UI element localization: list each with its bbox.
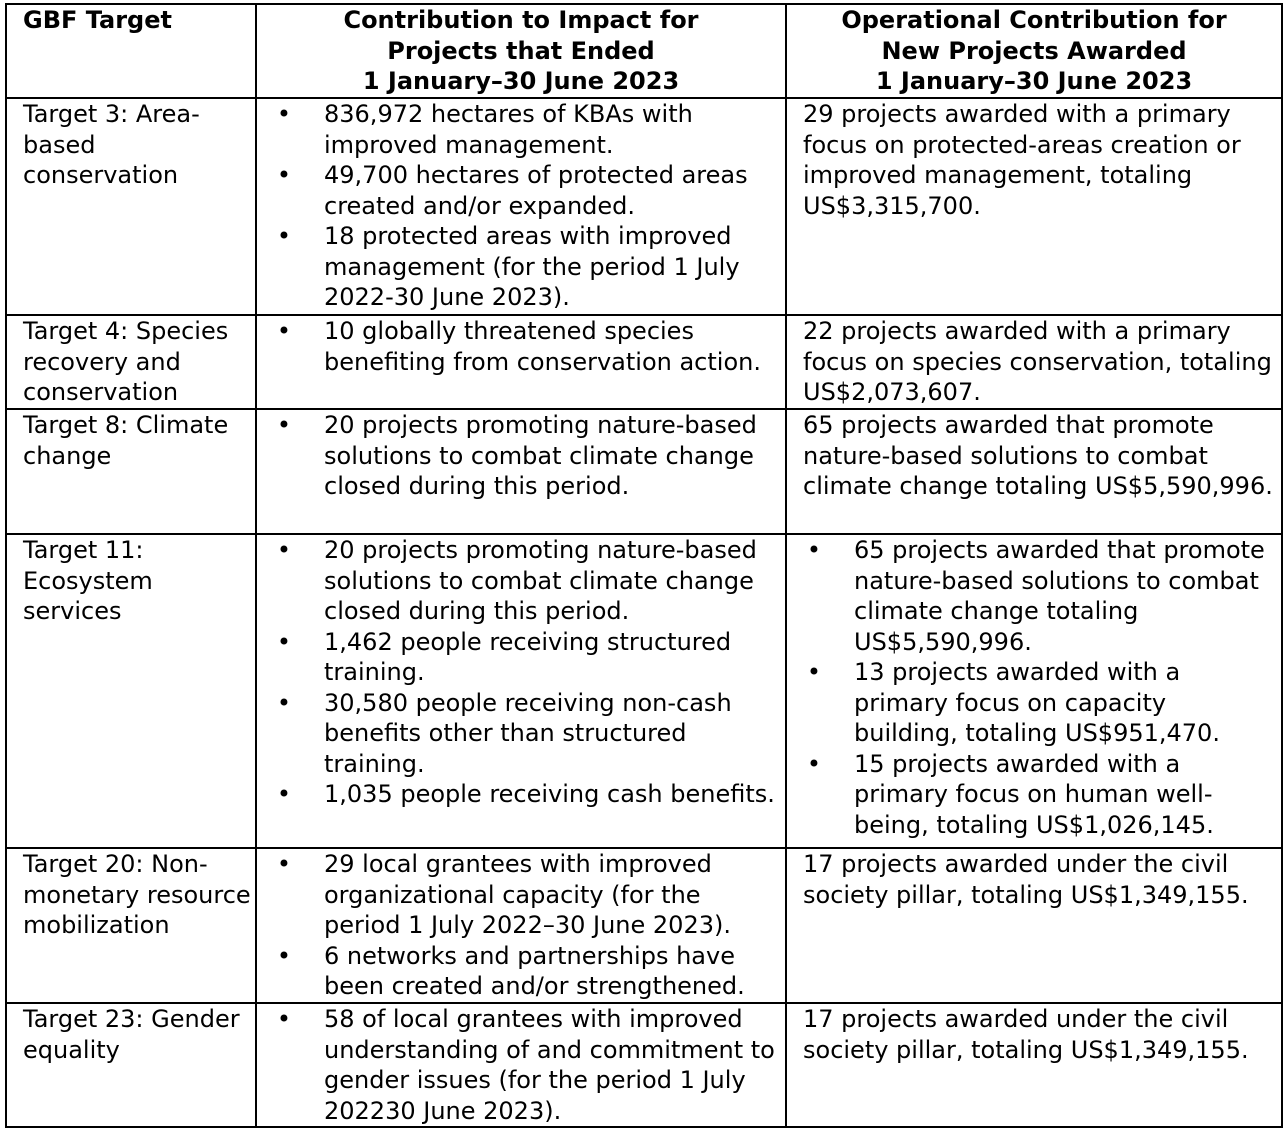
impact-list [273, 316, 781, 377]
target-cell: Target 11: Ecosystem services [6, 534, 256, 848]
impact-list [273, 1004, 781, 1126]
table-row [6, 534, 1282, 848]
impact-list [273, 849, 781, 1002]
bullet-icon: • [276, 161, 292, 189]
list-item: • 29 local grantees with improved organizational capacity (for the period 1 July 2022–30 June 2023). [273, 849, 781, 941]
operational-list [803, 535, 1277, 840]
list-item: • 6 networks and partnerships have been created and/or strengthened. [273, 941, 781, 1002]
impact-cell [256, 534, 786, 848]
operational-cell: 29 projects awarded with a primary focus on protected-areas creation or improved management, totaling US$3,315,700. [786, 98, 1282, 315]
list-item: • 1,462 people receiving structured training. [273, 627, 781, 688]
operational-cell: 22 projects awarded with a primary focus on species conservation, totaling US$2,073,607. [786, 315, 1282, 409]
impact-list [273, 410, 781, 502]
bullet-icon: • [806, 536, 822, 564]
bullet-icon: • [276, 222, 292, 250]
impact-cell [256, 409, 786, 534]
target-cell: Target 3: Area-based conservation [6, 98, 256, 315]
table-row [6, 1003, 1282, 1127]
impact-cell [256, 98, 786, 315]
bullet-icon: • [276, 627, 292, 656]
list-item: • 20 projects promoting nature-based solutions to combat climate change closed during this period. [273, 410, 781, 502]
bullet-icon: • [276, 100, 292, 128]
bullet-icon: • [276, 1005, 292, 1033]
header-impact: Contribution to Impact for Projects that Ended 1 January–30 June 2023 [256, 4, 786, 98]
table-row [6, 848, 1282, 1003]
list-item: • 13 projects awarded with a primary focus on capacity building, totaling US$951,470. [803, 657, 1277, 749]
operational-cell: 65 projects awarded that promote nature-based solutions to combat climate change totaling US$5,590,996. [786, 409, 1282, 534]
header-operational: Operational Contribution for New Projects Awarded 1 January–30 June 2023 [786, 4, 1282, 98]
list-item: • 49,700 hectares of protected areas created and/or expanded. [273, 160, 781, 221]
bullet-icon: • [276, 317, 292, 345]
list-item: • 15 projects awarded with a primary focus on human well-being, totaling US$1,026,145. [803, 749, 1277, 841]
operational-cell: 17 projects awarded under the civil society pillar, totaling US$1,349,155. [786, 1003, 1282, 1127]
bullet-icon: • [276, 780, 292, 808]
list-item: • 20 projects promoting nature-based solutions to combat climate change closed during this period. [273, 535, 781, 627]
list-item: • 10 globally threatened species benefiting from conservation action. [273, 316, 781, 377]
bullet-icon: • [276, 536, 292, 564]
impact-cell [256, 315, 786, 409]
bullet-icon: • [806, 658, 822, 686]
target-cell: Target 4: Species recovery and conservation [6, 315, 256, 409]
bullet-icon: • [806, 749, 822, 778]
list-item: • 1,035 people receiving cash benefits. [273, 779, 781, 810]
list-item: • 65 projects awarded that promote nature-based solutions to combat climate change totaling US$5,590,996. [803, 535, 1277, 657]
table-row [6, 315, 1282, 409]
bullet-icon: • [276, 688, 292, 717]
impact-cell [256, 1003, 786, 1127]
impact-list [273, 535, 781, 810]
operational-cell [786, 534, 1282, 848]
list-item: • 18 protected areas with improved management (for the period 1 July 2022-30 June 2023). [273, 221, 781, 313]
bullet-icon: • [276, 850, 292, 878]
table-header-row [6, 4, 1282, 98]
gbf-contribution-table [5, 3, 1283, 1128]
header-gbf-target: GBF Target [6, 4, 256, 98]
list-item: • 836,972 hectares of KBAs with improved management. [273, 99, 781, 160]
operational-cell: 17 projects awarded under the civil society pillar, totaling US$1,349,155. [786, 848, 1282, 1003]
table-row [6, 98, 1282, 315]
impact-list [273, 99, 781, 313]
table-row [6, 409, 1282, 534]
target-cell: Target 20: Non-monetary resource mobilization [6, 848, 256, 1003]
bullet-icon: • [276, 411, 292, 439]
list-item: • 58 of local grantees with improved understanding of and commitment to gender issues (for the period 1 July 202230 June 2023). [273, 1004, 781, 1126]
bullet-icon: • [276, 941, 292, 970]
impact-cell [256, 848, 786, 1003]
target-cell: Target 8: Climate change [6, 409, 256, 534]
target-cell: Target 23: Gender equality [6, 1003, 256, 1127]
list-item: • 30,580 people receiving non-cash benefits other than structured training. [273, 688, 781, 780]
